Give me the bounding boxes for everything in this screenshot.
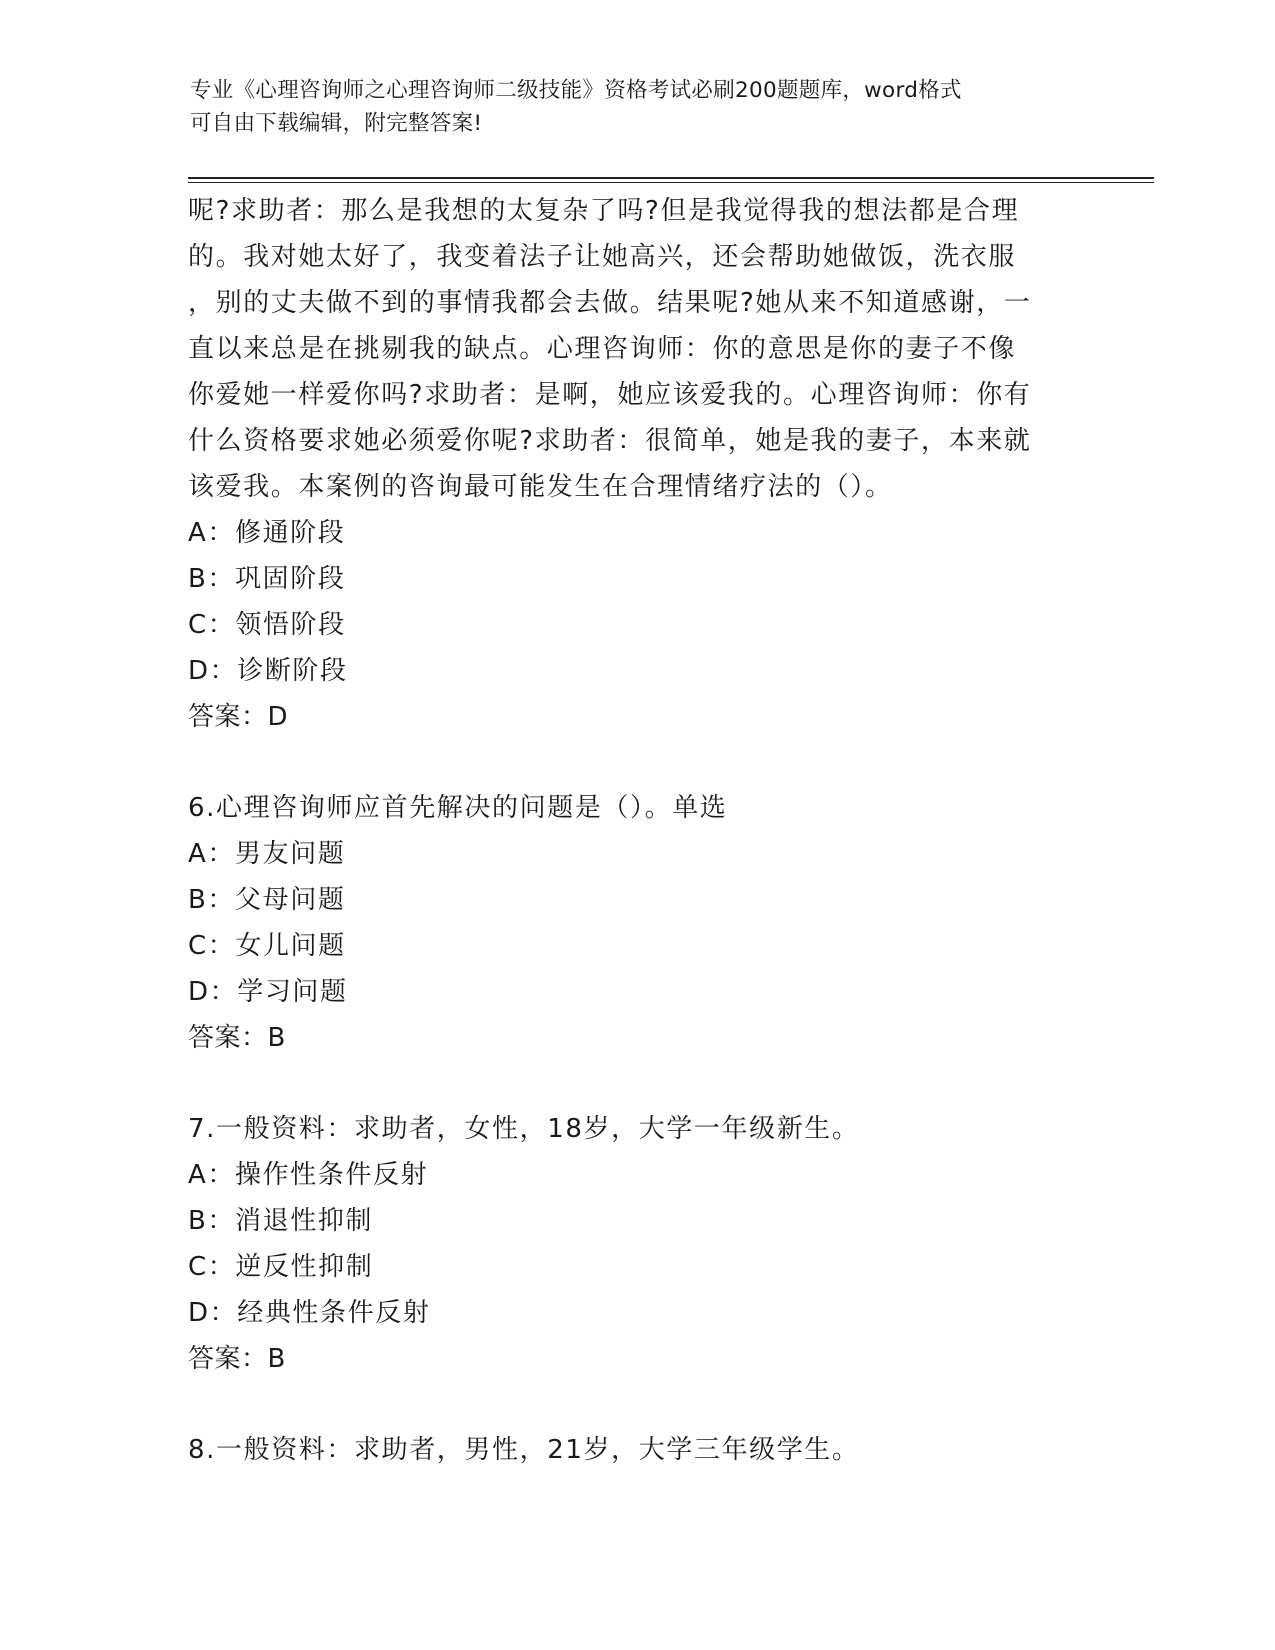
passage-line: 该爱我。本案例的咨询最可能发生在合理情绪疗法的（）。 [188, 472, 893, 502]
option-a: A：修通阶段 [188, 518, 346, 548]
question-stem: 7.一般资料：求助者，女性，18岁，大学一年级新生。 [188, 1114, 860, 1144]
answer-line: 答案：D [188, 702, 289, 732]
passage-line: 呢?求助者：那么是我想的太复杂了吗?但是我觉得我的想法都是合理 [188, 196, 1020, 226]
answer-line: 答案：B [188, 1023, 286, 1053]
option-c: C：领悟阶段 [188, 610, 346, 640]
option-d: D：诊断阶段 [188, 656, 348, 686]
option-a: A：操作性条件反射 [188, 1160, 429, 1190]
document-header [190, 74, 1090, 140]
answer-line: 答案：B [188, 1344, 286, 1374]
passage-line: 直以来总是在挑剔我的缺点。心理咨询师：你的意思是你的妻子不像 [188, 334, 1017, 364]
question-6 [188, 785, 1088, 1061]
passage-line: 什么资格要求她必须爱你呢?求助者：很简单，她是我的妻子，本来就 [188, 426, 1032, 456]
passage-line: 你爱她一样爱你吗?求助者：是啊，她应该爱我的。心理咨询师：你有 [188, 380, 1032, 410]
question-stem: 6.心理咨询师应首先解决的问题是（）。单选 [188, 793, 728, 823]
question-7 [188, 1106, 1088, 1382]
option-b: B：父母问题 [188, 885, 346, 915]
question-stem: 8.一般资料：求助者，男性，21岁，大学三年级学生。 [188, 1435, 860, 1465]
header-line-2: 可自由下载编辑，附完整答案! [190, 111, 483, 136]
header-rule-thin [188, 182, 1154, 183]
spacer [188, 740, 1088, 785]
passage-line: ，别的丈夫做不到的事情我都会去做。结果呢?她从来不知道感谢，一 [188, 288, 1032, 318]
header-rule-thick [188, 177, 1154, 179]
option-d: D：学习问题 [188, 977, 348, 1007]
option-a: A：男友问题 [188, 839, 346, 869]
option-d: D：经典性条件反射 [188, 1298, 431, 1328]
spacer [188, 1061, 1088, 1106]
passage-line: 的。我对她太好了，我变着法子让她高兴，还会帮助她做饭，洗衣服 [188, 242, 1017, 272]
question-5 [188, 188, 1088, 740]
option-b: B：消退性抑制 [188, 1206, 374, 1236]
option-c: C：逆反性抑制 [188, 1252, 374, 1282]
option-b: B：巩固阶段 [188, 564, 346, 594]
option-c: C：女儿问题 [188, 931, 346, 961]
spacer [188, 1382, 1088, 1427]
question-8 [188, 1427, 1088, 1473]
header-line-1: 专业《心理咨询师之心理咨询师二级技能》资格考试必刷200题题库，word格式 [190, 78, 962, 103]
document-body [188, 188, 1088, 1473]
